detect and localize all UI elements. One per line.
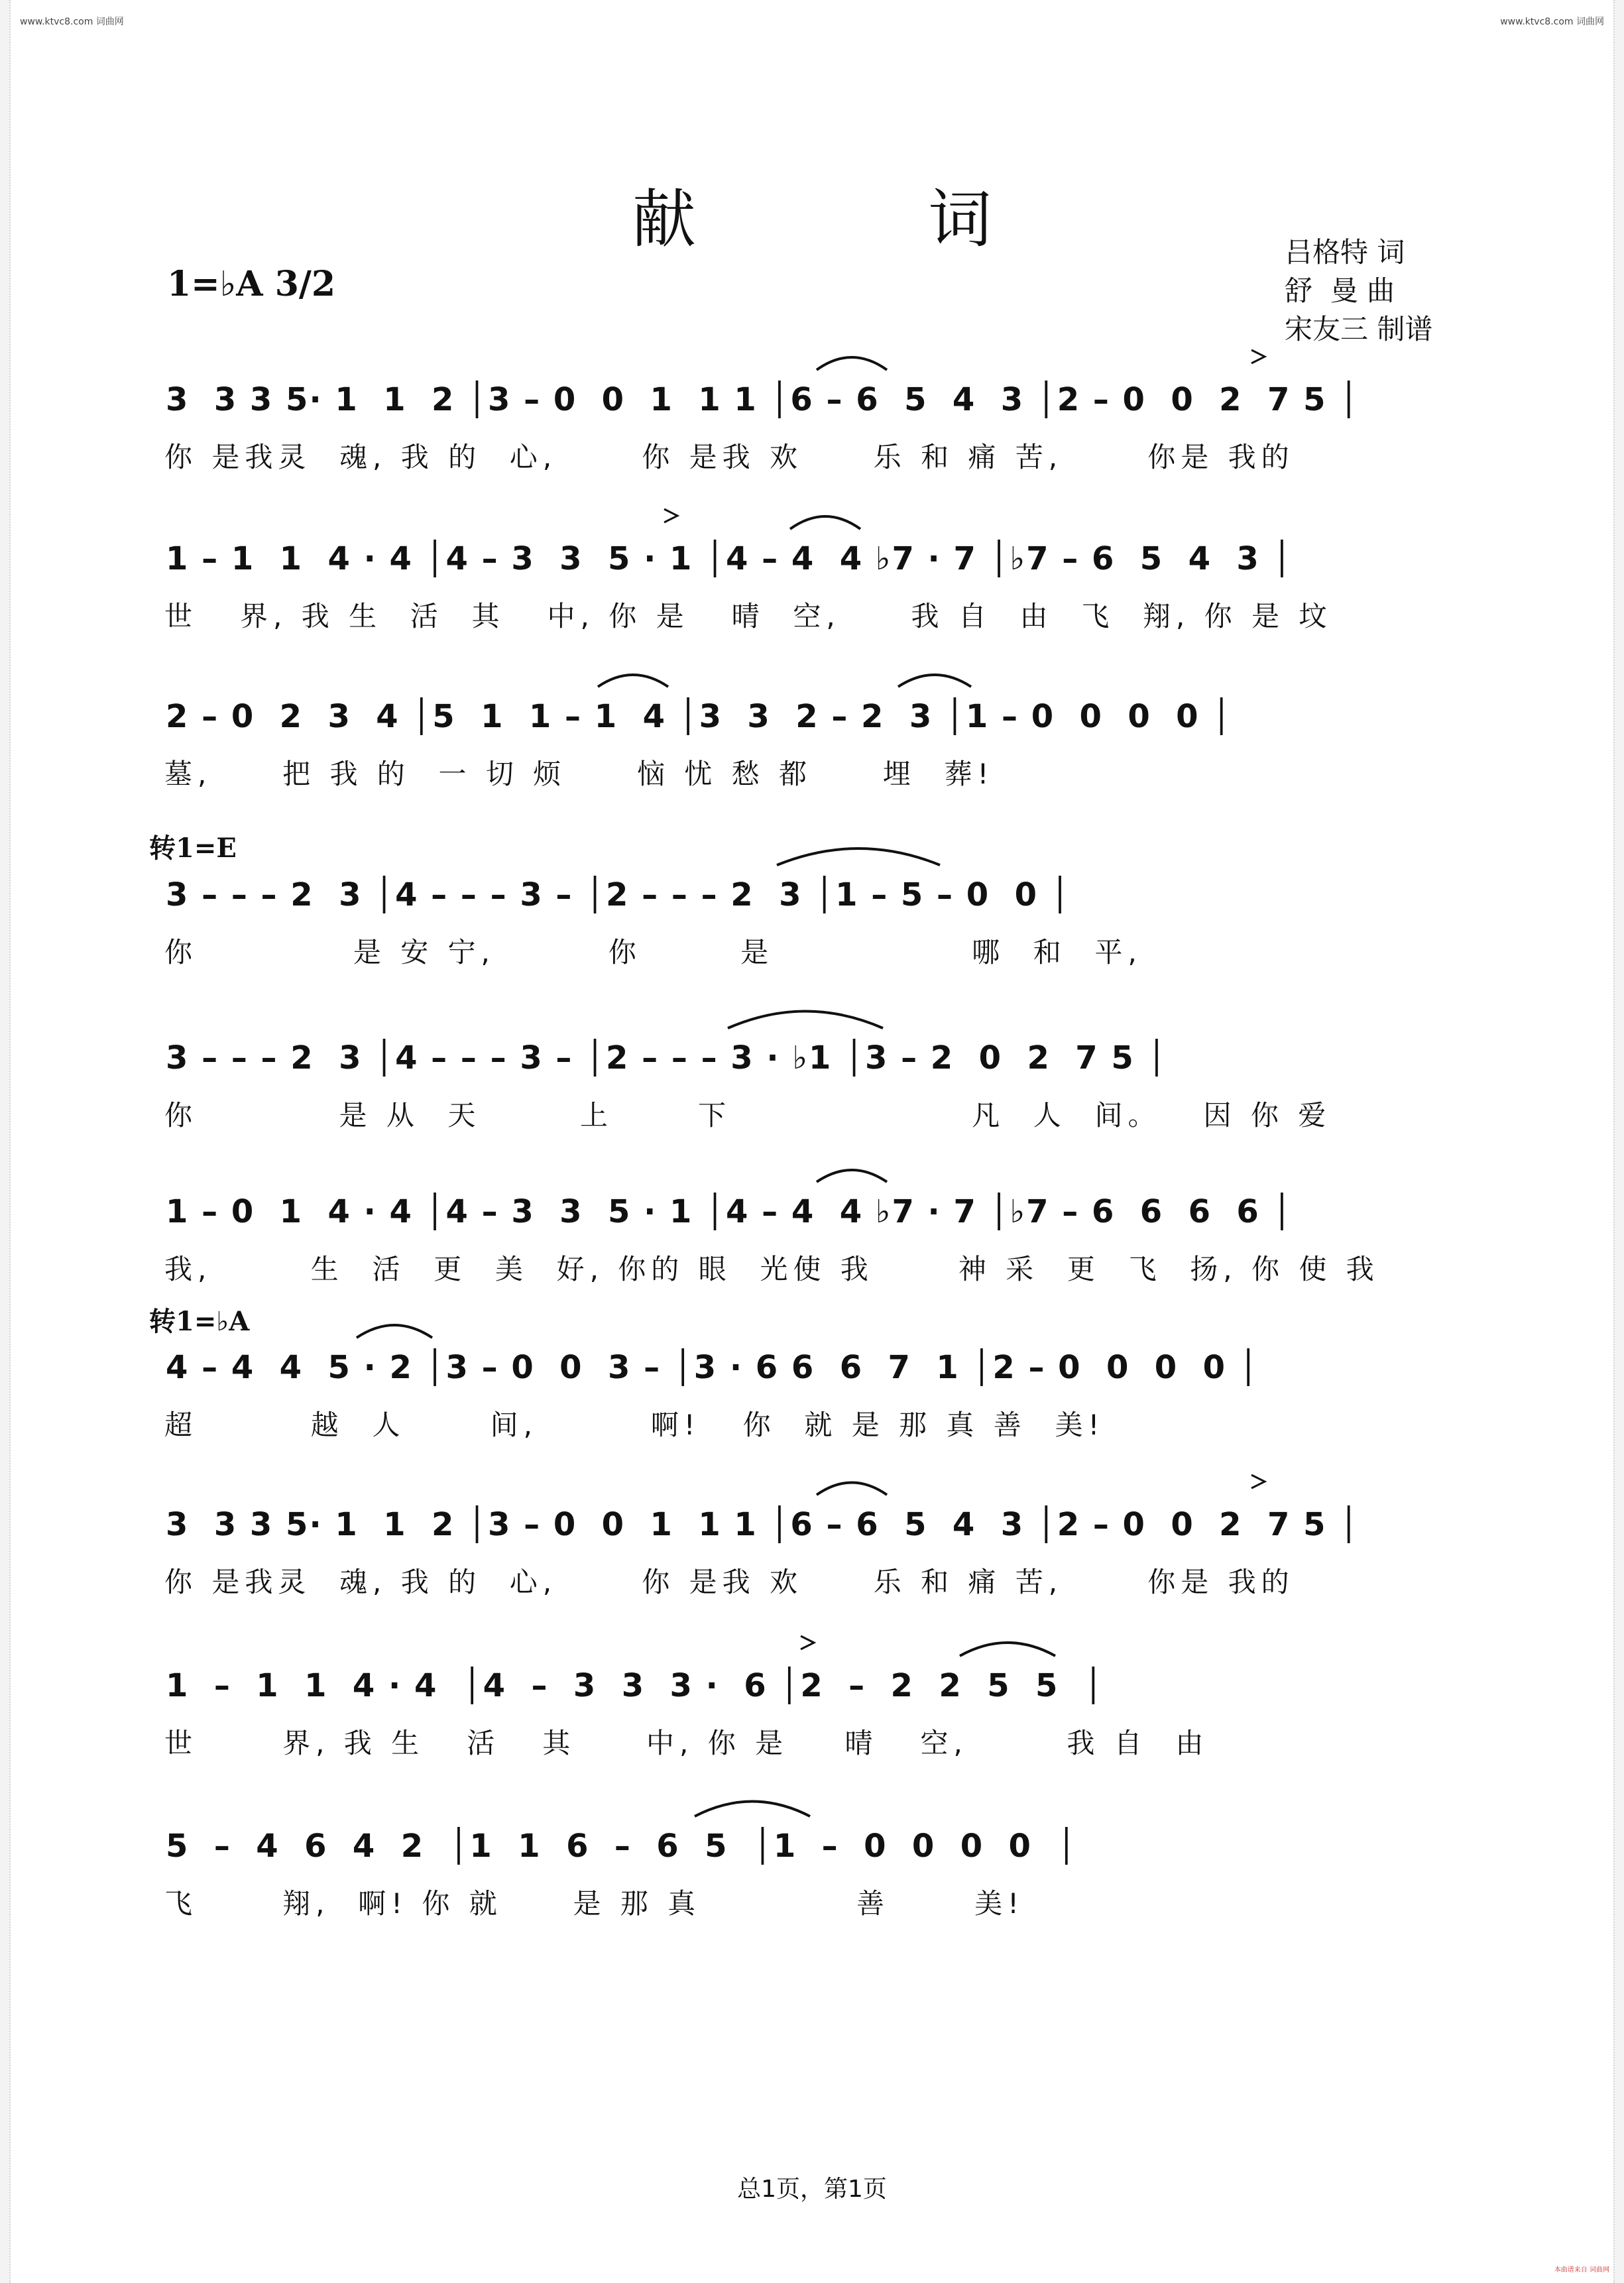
- staff-line-9: [0, 1667, 1624, 1813]
- slur: [777, 849, 940, 865]
- modulation-marker-e: 转1=E: [149, 833, 237, 864]
- lyrics: 超 越 人 间, 啊! 你 就 是 那 真 善 美!: [164, 1409, 1105, 1441]
- lyrics: 你 是 安 宁, 你 是 哪 和 平,: [164, 936, 1142, 968]
- notation: 1 – 1 1 4 · 4 │4 – 3 3 5 · 1 │4 – 4 4 ♭7 · 7 │♭7 – 6 5 4 3 │: [166, 540, 1293, 577]
- staff-line-5: [0, 1039, 1624, 1185]
- notation: 4 – 4 4 5 · 2 │3 – 0 0 3 – │3 · 6 6 6 7 1 │2 – 0 0 0 0 │: [166, 1349, 1259, 1386]
- notation: 3 – – – 2 3 │4 – – – 3 – │2 – – – 3 · ♭1 │3 – 2 0 2 7 5 │: [166, 1039, 1168, 1077]
- watermark: 本曲谱来自 词曲网: [1554, 2266, 1609, 2274]
- lyrics: 飞 翔, 啊! 你 就 是 那 真 善 美!: [164, 1887, 1024, 1920]
- modulation-marker-ab: 转1=♭A: [149, 1306, 250, 1337]
- song-title: 献 词: [632, 182, 1098, 257]
- key-signature: 1=♭A 3/2: [167, 264, 336, 304]
- staff-line-3: [0, 698, 1624, 844]
- accent: [1251, 350, 1265, 363]
- staff-line-7: [0, 1349, 1624, 1495]
- notation: 1 – 1 1 4 · 4 │4 – 3 3 3 · 6 │2 – 2 2 5 5 │: [166, 1667, 1104, 1704]
- staff-line-4: [0, 876, 1624, 1022]
- page-footer: 总1页，第1页: [737, 2176, 887, 2203]
- notation: 1 – 0 1 4 · 4 │4 – 3 3 5 · 1 │4 – 4 4 ♭7 · 7 │♭7 – 6 6 6 6 │: [166, 1193, 1293, 1230]
- notation: 3 3 3 5· 1 1 2 │3 – 0 0 1 1 1 │6 – 6 5 4 3 │2 – 0 0 2 7 5 │: [166, 381, 1360, 418]
- transcriber-credit: 宋友三 制谱: [1285, 313, 1433, 345]
- notation: 2 – 0 2 3 4 │5 1 1 – 1 4 │3 3 2 – 2 3 │1 – 0 0 0 0 │: [166, 698, 1233, 735]
- staff-line-8: [0, 1506, 1624, 1652]
- lyrics: 你 是我灵 魂, 我 的 心, 你 是我 欢 乐 和 痛 苦, 你是 我的: [164, 441, 1295, 473]
- lyricist-credit: 吕格特 词: [1285, 236, 1405, 268]
- lyrics: 你 是我灵 魂, 我 的 心, 你 是我 欢 乐 和 痛 苦, 你是 我的: [164, 1566, 1295, 1598]
- site-label-right: www.ktvc8.com 词曲网: [1500, 17, 1604, 27]
- slur: [817, 357, 887, 370]
- notation: 3 – – – 2 3 │4 – – – 3 – │2 – – – 2 3 │1 – 5 – 0 0 │: [166, 876, 1071, 913]
- staff-line-2: [0, 540, 1624, 686]
- lyrics: 我, 生 活 更 美 好, 你的 眼 光使 我 神 采 更 飞 扬, 你 使 我: [164, 1253, 1379, 1285]
- site-label-left: www.ktvc8.com 词曲网: [20, 17, 124, 27]
- composer-credit: 舒 曼 曲: [1285, 274, 1395, 307]
- lyrics: 墓, 把 我 的 一 切 烦 恼 忧 愁 都 埋 葬!: [164, 758, 994, 790]
- notation: 5 – 4 6 4 2 │1 1 6 – 6 5 │1 – 0 0 0 0 │: [166, 1828, 1078, 1865]
- notation: 3 3 3 5· 1 1 2 │3 – 0 0 1 1 1 │6 – 6 5 4 3 │2 – 0 0 2 7 5 │: [166, 1506, 1360, 1543]
- lyrics: 你 是 从 天 上 下 凡 人 间。 因 你 爱: [164, 1099, 1332, 1132]
- lyrics: 世 界, 我 生 活 其 中, 你 是 晴 空, 我 自 由 飞 翔, 你 是 坟: [164, 600, 1332, 632]
- staff-line-1: [0, 381, 1624, 527]
- staff-line-10: [0, 1828, 1624, 1973]
- lyrics: 世 界, 我 生 活 其 中, 你 是 晴 空, 我 自 由: [164, 1727, 1209, 1759]
- credits: [1285, 233, 1432, 349]
